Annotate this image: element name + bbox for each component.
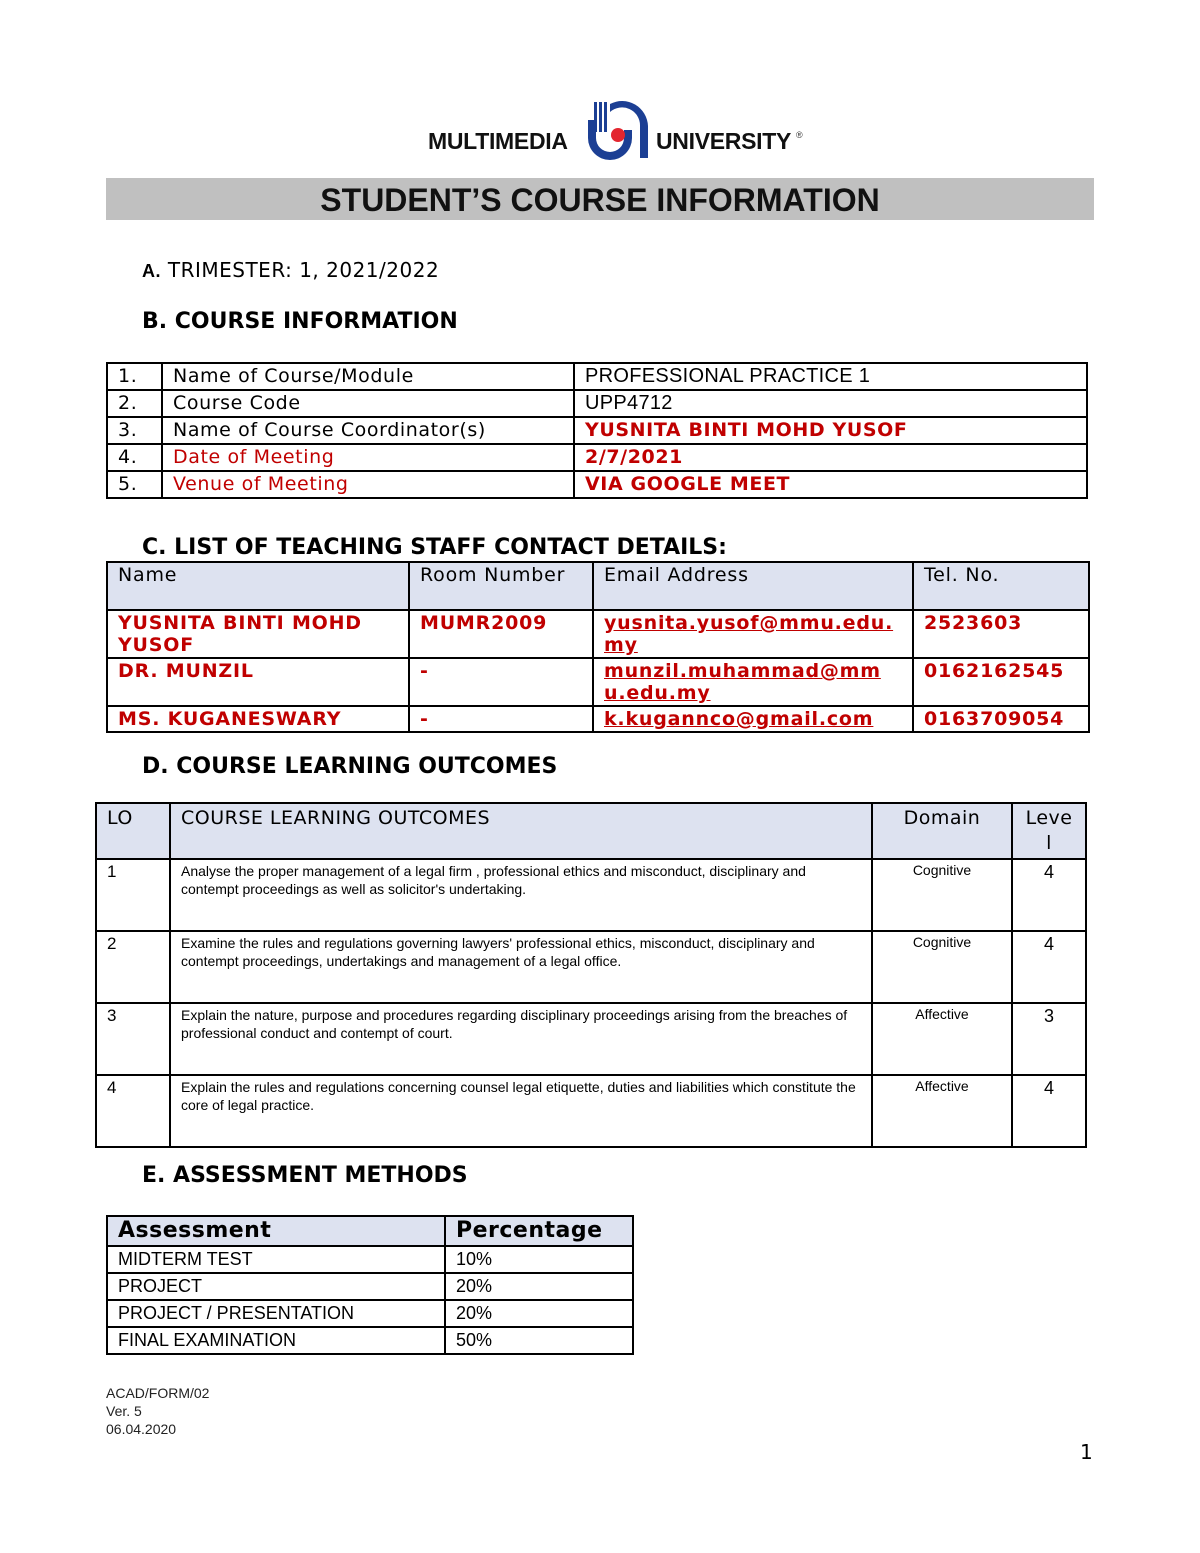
form-footer (106, 1384, 209, 1438)
logo-registered-mark: ® (796, 130, 803, 140)
logo-right-text: UNIVERSITY (656, 128, 792, 154)
trimester-label: TRIMESTER: 1, 2021/2022 (167, 258, 440, 282)
staff-email-link[interactable]: k.kugannco@gmail.com (593, 706, 913, 732)
table-row (107, 1300, 633, 1327)
course-info-table (106, 362, 1088, 499)
staff-email-link[interactable]: munzil.muhammad@mmu.edu.my (593, 658, 913, 706)
row-label: Course Code (162, 390, 574, 417)
lo-description: Analyse the proper management of a legal firm , professional ethics and misconduct, disciplinary and contempt proceedings as well as solicitor's undertaking. (170, 859, 872, 931)
staff-email-link[interactable]: yusnita.yusof@mmu.edu.my (593, 610, 913, 658)
assessment-table (106, 1215, 634, 1355)
section-e-heading: E. ASSESSMENT METHODS (142, 1163, 468, 1188)
table-row (96, 859, 1086, 931)
row-label: Name of Course Coordinator(s) (162, 417, 574, 444)
row-value: YUSNITA BINTI MOHD YUSOF (574, 417, 1087, 444)
staff-name: MS. KUGANESWARY (107, 706, 409, 732)
staff-contact-table (106, 561, 1090, 733)
table-header-row (107, 1216, 633, 1246)
staff-room: - (409, 706, 593, 732)
row-number: 2. (107, 390, 162, 417)
learning-outcomes-table (95, 802, 1087, 1148)
form-date: 06.04.2020 (106, 1421, 177, 1437)
table-header-row (107, 562, 1089, 610)
section-a-trimester (142, 258, 439, 282)
table-header-row (96, 803, 1086, 859)
table-row (96, 931, 1086, 1003)
table-row (107, 417, 1087, 444)
table-row (107, 471, 1087, 498)
header-percentage: Percentage (445, 1216, 633, 1246)
header-tel: Tel. No. (913, 562, 1089, 610)
row-value: VIA GOOGLE MEET (574, 471, 1087, 498)
table-row (107, 1327, 633, 1354)
lo-description: Explain the nature, purpose and procedures regarding disciplinary proceedings arising from the breaches of professional conduct and contempt of court. (170, 1003, 872, 1075)
logo-left-text: MULTIMEDIA (428, 128, 568, 154)
row-number: 4. (107, 444, 162, 471)
assessment-name: PROJECT / PRESENTATION (107, 1300, 445, 1327)
assessment-name: FINAL EXAMINATION (107, 1327, 445, 1354)
section-d-heading: D. COURSE LEARNING OUTCOMES (142, 754, 558, 779)
header-name: Name (107, 562, 409, 610)
section-b-heading: B. COURSE INFORMATION (142, 309, 458, 334)
staff-name: YUSNITA BINTI MOHD YUSOF (107, 610, 409, 658)
table-row (107, 444, 1087, 471)
logo-emblem-icon (580, 100, 656, 160)
header-assessment: Assessment (107, 1216, 445, 1246)
staff-tel: 0162162545 (913, 658, 1089, 706)
staff-name: DR. MUNZIL (107, 658, 409, 706)
table-row (96, 1003, 1086, 1075)
row-label: Name of Course/Module (162, 363, 574, 390)
header-domain: Domain (872, 803, 1012, 859)
staff-tel: 0163709054 (913, 706, 1089, 732)
lo-level: 4 (1012, 859, 1086, 931)
header-email: Email Address (593, 562, 913, 610)
page-title: STUDENT’S COURSE INFORMATION (320, 182, 880, 218)
header-room: Room Number (409, 562, 593, 610)
assessment-name: MIDTERM TEST (107, 1246, 445, 1273)
assessment-percentage: 50% (445, 1327, 633, 1354)
lo-description: Explain the rules and regulations concerning counsel legal etiquette, duties and liabilities which constitute the core of legal practice. (170, 1075, 872, 1147)
row-value: UPP4712 (574, 390, 1087, 417)
assessment-percentage: 10% (445, 1246, 633, 1273)
table-row (107, 706, 1089, 732)
section-a-letter: A. (142, 261, 161, 281)
lo-domain: Cognitive (872, 859, 1012, 931)
lo-number: 2 (96, 931, 170, 1003)
table-row (107, 390, 1087, 417)
table-row (107, 1273, 633, 1300)
lo-level: 3 (1012, 1003, 1086, 1075)
university-logo (428, 100, 808, 160)
lo-level: 4 (1012, 1075, 1086, 1147)
assessment-percentage: 20% (445, 1273, 633, 1300)
row-label: Date of Meeting (162, 444, 574, 471)
table-row (107, 1246, 633, 1273)
staff-room: MUMR2009 (409, 610, 593, 658)
row-label: Venue of Meeting (162, 471, 574, 498)
assessment-percentage: 20% (445, 1300, 633, 1327)
row-number: 5. (107, 471, 162, 498)
lo-domain: Affective (872, 1075, 1012, 1147)
section-c-heading: C. LIST OF TEACHING STAFF CONTACT DETAILS: (142, 535, 727, 560)
assessment-name: PROJECT (107, 1273, 445, 1300)
lo-number: 1 (96, 859, 170, 931)
lo-number: 4 (96, 1075, 170, 1147)
lo-level: 4 (1012, 931, 1086, 1003)
row-number: 1. (107, 363, 162, 390)
row-value: PROFESSIONAL PRACTICE 1 (574, 363, 1087, 390)
form-version: Ver. 5 (106, 1403, 142, 1419)
header-lo: LO (96, 803, 170, 859)
lo-domain: Affective (872, 1003, 1012, 1075)
table-row (107, 610, 1089, 658)
table-row (107, 363, 1087, 390)
staff-tel: 2523603 (913, 610, 1089, 658)
header-level: Level (1012, 803, 1086, 859)
lo-description: Examine the rules and regulations governing lawyers' professional ethics, misconduct, disciplinary and contempt proceedings, undertakings and management of a legal office. (170, 931, 872, 1003)
table-row (96, 1075, 1086, 1147)
header-outcomes: COURSE LEARNING OUTCOMES (170, 803, 872, 859)
lo-number: 3 (96, 1003, 170, 1075)
form-code: ACAD/FORM/02 (106, 1385, 210, 1401)
staff-room: - (409, 658, 593, 706)
lo-domain: Cognitive (872, 931, 1012, 1003)
table-row (107, 658, 1089, 706)
row-number: 3. (107, 417, 162, 444)
page-number: 1 (1080, 1440, 1093, 1464)
row-value: 2/7/2021 (574, 444, 1087, 471)
